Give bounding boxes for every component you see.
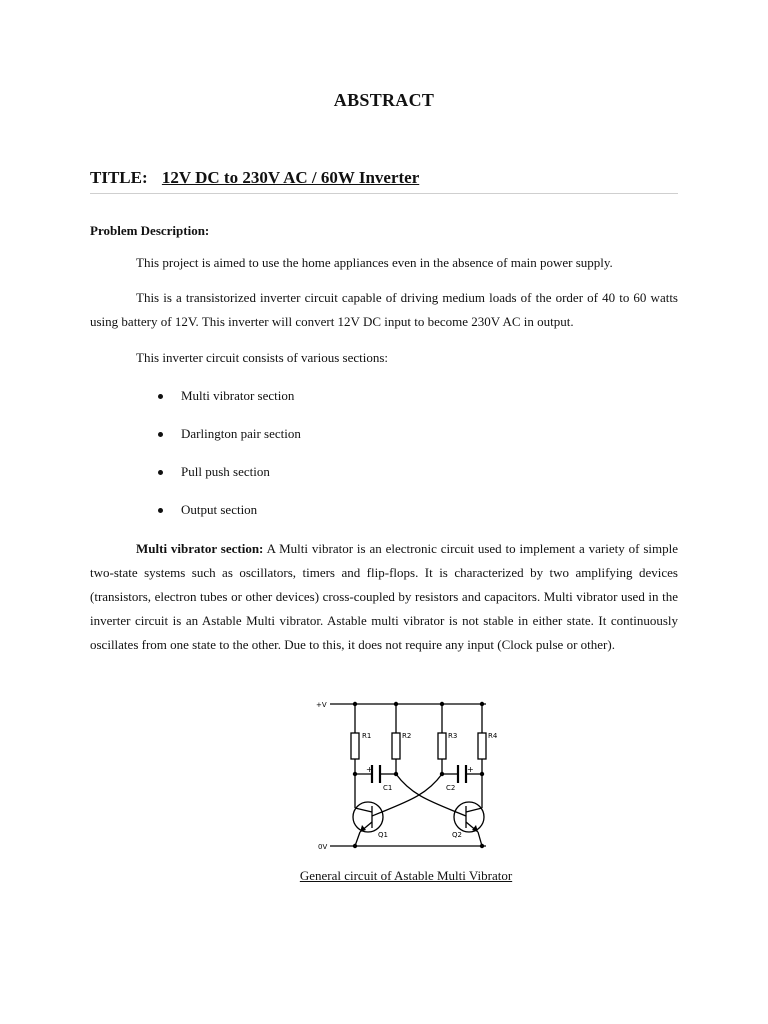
multivibrator-lead: Multi vibrator section: xyxy=(136,541,264,556)
ground-label: 0V xyxy=(318,843,328,851)
transistor-label-q2: Q2 xyxy=(452,831,462,839)
list-item xyxy=(155,460,301,498)
problem-description-heading: Problem Description: xyxy=(90,223,210,238)
bullet-icon xyxy=(158,394,163,399)
bullet-icon xyxy=(158,470,163,475)
paragraph-purpose xyxy=(90,251,678,275)
resistor-label-r4: R4 xyxy=(488,732,498,740)
list-item xyxy=(155,422,301,460)
paragraph-sections-intro-text: This inverter circuit consists of various sections: xyxy=(136,350,389,365)
transistor-label-q1: Q1 xyxy=(378,831,388,839)
list-item-label: Output section xyxy=(181,502,258,517)
resistor-label-r3: R3 xyxy=(448,732,458,740)
list-item xyxy=(155,384,301,422)
astable-multivibrator-circuit xyxy=(305,692,505,854)
supply-label: +V xyxy=(316,701,327,709)
title-label: TITLE: xyxy=(90,168,148,187)
paragraph-multivibrator xyxy=(90,537,678,657)
list-item-label: Pull push section xyxy=(181,464,270,479)
paragraph-description-text: This is a transistorized inverter circuit capable of driving medium loads of the order of 40 to 60 watts using battery of 12V. This inverter will convert 12V DC input to become 230V AC in output. xyxy=(90,290,678,329)
paragraph-description xyxy=(90,286,678,334)
bullet-icon xyxy=(158,508,163,513)
figure-caption: General circuit of Astable Multi Vibrator xyxy=(299,868,513,883)
sections-list xyxy=(155,384,301,536)
capacitor-label-c1: C1 xyxy=(383,784,393,792)
resistor-label-r2: R2 xyxy=(402,732,412,740)
title-value: 12V DC to 230V AC / 60W Inverter xyxy=(161,168,420,187)
c2-plus-sign: + xyxy=(467,765,474,774)
title-divider xyxy=(90,193,678,194)
abstract-heading: ABSTRACT xyxy=(333,90,435,110)
list-item-label: Darlington pair section xyxy=(181,426,301,441)
paragraph-purpose-text: This project is aimed to use the home appliances even in the absence of main power supply. xyxy=(136,255,613,270)
list-item xyxy=(155,498,301,536)
capacitor-label-c2: C2 xyxy=(446,784,456,792)
bullet-icon xyxy=(158,432,163,437)
list-item-label: Multi vibrator section xyxy=(181,388,295,403)
paragraph-sections-intro xyxy=(90,346,678,370)
c1-plus-sign: + xyxy=(366,765,373,774)
resistor-label-r1: R1 xyxy=(362,732,372,740)
multivibrator-body: A Multi vibrator is an electronic circuit used to implement a variety of simple two-state systems such as oscillators, timers and flip-flops. It is characterized by two amplifying devices (transistors, electron tubes or other devices) cross-coupled by resistors and capacitors. Multi vibrator used in the inverter circuit is an Astable Multi vibrator. Astable multi vibrator is not stable in either state. It continuously oscillates from one state to the other. Due to this, it does not require any input (Clock pulse or other). xyxy=(90,541,678,652)
title-row xyxy=(90,168,419,188)
